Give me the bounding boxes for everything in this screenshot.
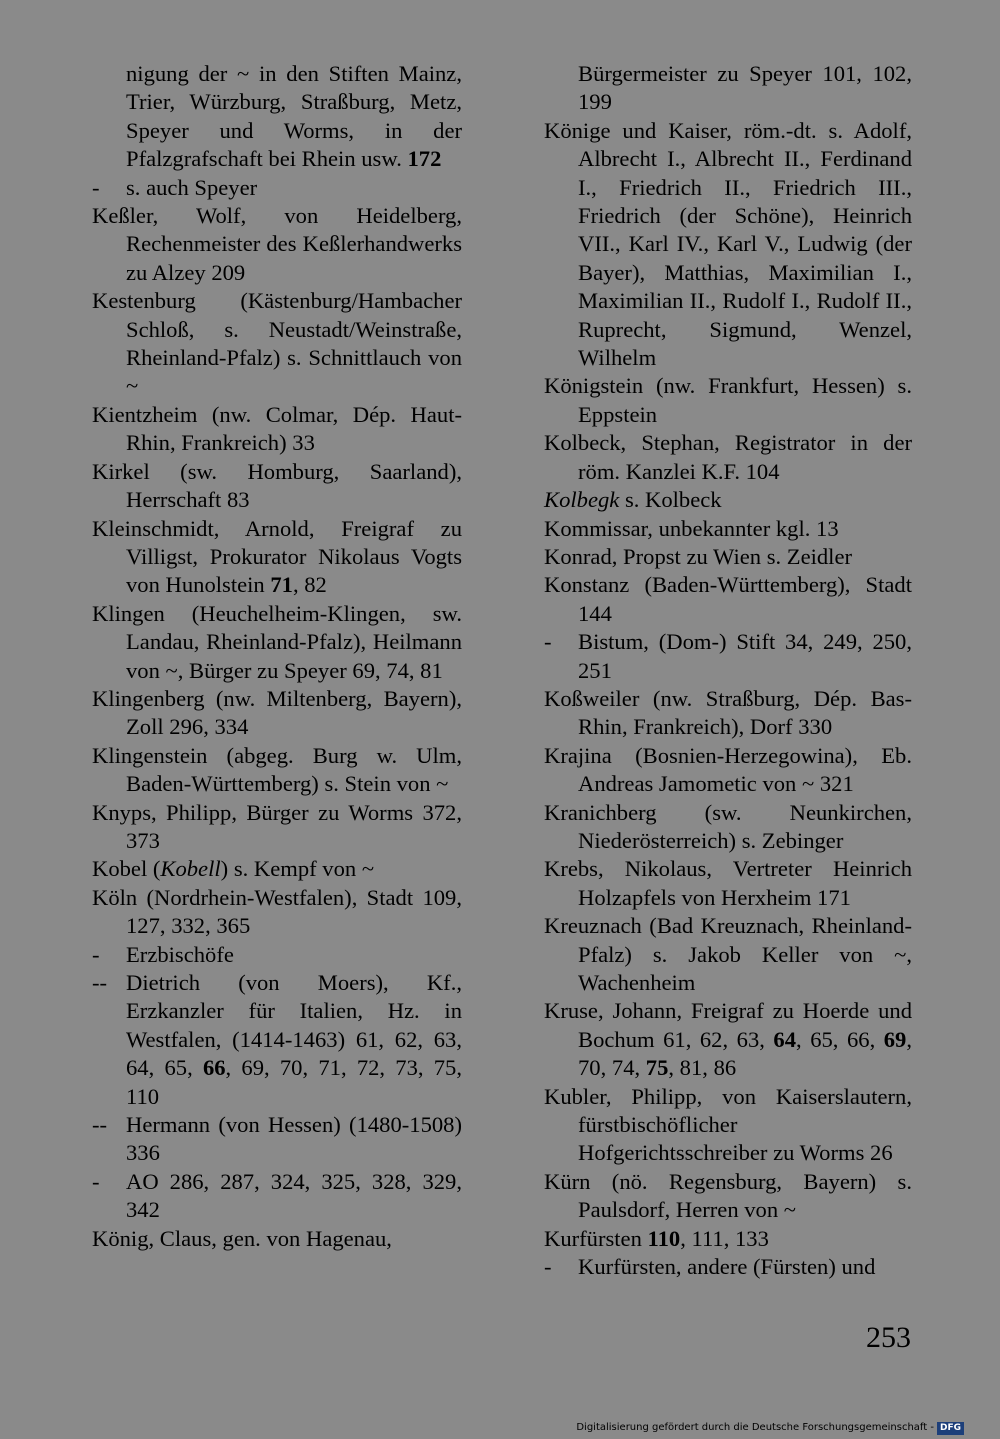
entry-text: Kruse, Johann, Freigraf zu Hoerde und Bochum 61, 62, 63, [544, 998, 912, 1052]
entry-text-italic: Kolbegk [544, 487, 620, 513]
page-ref-bold: 110 [647, 1225, 681, 1251]
footer [576, 1421, 964, 1435]
entry-text: Bürgermeister zu Speyer 101, 102, 199 [578, 61, 912, 115]
index-entry [92, 742, 462, 799]
entry-text: Königstein (nw. Frankfurt, Hessen) s. Eppstein [544, 373, 912, 427]
entry-dash: - [92, 1168, 100, 1194]
page-ref-bold: 172 [407, 146, 442, 172]
entry-text: Krajina (Bosnien-Herzegowina), Eb. Andreas Jamometic von ~ 321 [544, 742, 912, 797]
index-entry [92, 401, 462, 458]
index-entry [544, 515, 912, 543]
entry-text: s. Kolbeck [619, 487, 722, 513]
index-entry [544, 486, 912, 514]
entry-text: Erzbischöfe [126, 941, 234, 967]
index-subentry [92, 1111, 462, 1168]
entry-text: s. auch Speyer [126, 174, 258, 200]
entry-dash: - [544, 1254, 552, 1280]
index-entry [92, 600, 462, 685]
entry-text: Kürn (nö. Regensburg, Bayern) s. Paulsdorf, Herren von ~ [544, 1168, 912, 1223]
entry-text: Kommissar, unbekannter kgl. 13 [544, 515, 839, 541]
entry-text: Klingen (Heuchelheim-Klingen, sw. Landau, Rheinland-Pfalz), Heilmann von ~, Bürger zu Speyer 69, 74, 81 [92, 600, 462, 683]
index-entry [92, 458, 462, 515]
entry-text: Hermann (von Hessen) (1480-1508) 336 [126, 1112, 462, 1166]
entry-dash: -- [92, 970, 108, 995]
entry-dash: - [92, 174, 100, 200]
entry-text: Kientzheim (nw. Colmar, Dép. Haut-Rhin, Frankreich) 33 [92, 401, 462, 456]
page-ref-bold: 71 [270, 572, 293, 598]
index-entry [92, 685, 462, 742]
page-ref-bold: 64 [773, 1026, 797, 1052]
entry-text: Kleinschmidt, Arnold, Freigraf zu Villigst, Prokurator Nikolaus Vogts von Hunolstein [92, 515, 462, 598]
entry-text: Kobel ( [92, 856, 161, 882]
dfg-logo: DFG [937, 1422, 964, 1435]
entry-text: Kolbeck, Stephan, Registrator in der röm. Kanzlei K.F. 104 [544, 430, 912, 484]
entry-text: , 69, 70, 71, 72, 73, 75, 110 [126, 1055, 462, 1109]
entry-text: Knyps, Philipp, Bürger zu Worms 372, 373 [92, 799, 462, 853]
index-entry [544, 429, 912, 486]
entry-text: Kirkel (sw. Homburg, Saarland), Herrschaft 83 [92, 458, 462, 513]
index-entry [92, 799, 462, 856]
entry-text: Konrad, Propst zu Wien s. Zeidler [544, 543, 853, 569]
entry-text: nigung der ~ in den Stiften Mainz, Trier, Würzburg, Straßburg, Metz, Speyer und Worms, in der Pfalzgrafschaft bei Rhein usw. [126, 61, 462, 172]
index-entry [544, 60, 912, 117]
index-entry [544, 543, 912, 571]
index-entry [92, 884, 462, 941]
index-entry [544, 117, 912, 373]
footer-text: Digitalisierung gefördert durch die Deutsche Forschungsgemeinschaft - [576, 1422, 934, 1433]
index-column-left [92, 60, 462, 1253]
index-entry [544, 997, 912, 1082]
entry-text: Köln (Nordrhein-Westfalen), Stadt 109, 127, 332, 365 [92, 884, 462, 939]
index-subentry [92, 941, 462, 969]
index-entry [544, 685, 912, 742]
entry-text: AO 286, 287, 324, 325, 328, 329, 342 [126, 1168, 462, 1223]
index-entry [92, 202, 462, 287]
index-entry [92, 287, 462, 401]
index-entry [92, 60, 462, 174]
entry-text: König, Claus, gen. von Hagenau, [92, 1225, 392, 1251]
entry-text: , 82 [292, 572, 327, 598]
index-entry [544, 855, 912, 912]
index-subentry [92, 174, 462, 202]
index-entry [544, 1083, 912, 1168]
page-ref-bold: 75 [645, 1055, 669, 1081]
index-entry [92, 515, 462, 600]
entry-text: Kubler, Philipp, von Kaiserslautern, fürstbischöflicher Hofgerichtsschreiber zu Worms 26 [544, 1083, 912, 1166]
index-column-right [544, 60, 912, 1281]
entry-text: Kranichberg (sw. Neunkirchen, Niederösterreich) s. Zebinger [544, 799, 912, 853]
entry-text: Klingenstein (abgeg. Burg w. Ulm, Baden-Württemberg) s. Stein von ~ [92, 742, 462, 797]
entry-text: Konstanz (Baden-Württemberg), Stadt 144 [544, 572, 912, 626]
entry-text: Kreuznach (Bad Kreuznach, Rheinland-Pfalz) s. Jakob Keller von ~, Wachenheim [544, 913, 912, 995]
entry-dash: - [92, 941, 100, 967]
entry-text: Kurfürsten [544, 1225, 648, 1251]
entry-text: Dietrich (von Moers), Kf., Erzkanzler für Italien, Hz. in Westfalen, (1414-1463) 61, 62, 63, 64, 65, [126, 970, 462, 1081]
page-ref-bold: 69 [883, 1026, 907, 1052]
entry-text: , 111, 133 [680, 1225, 769, 1251]
entry-text-italic: Kobell [160, 856, 221, 882]
entry-text: Koßweiler (nw. Straßburg, Dép. Bas-Rhin, Frankreich), Dorf 330 [544, 685, 912, 740]
index-entry [544, 571, 912, 628]
index-entry [544, 1168, 912, 1225]
index-subentry [92, 1168, 462, 1225]
index-subentry [544, 1253, 912, 1281]
entry-dash: -- [92, 1112, 108, 1138]
index-subentry [92, 969, 462, 1111]
entry-text: Könige und Kaiser, röm.-dt. s. Adolf, Albrecht I., Albrecht II., Ferdinand I., Friedrich II., Friedrich III., Friedrich (der Schöne), Heinrich VII., Karl IV., Karl V., Ludwig (der Bayer), Matthias, Maximilian I., Maximilian II., Rudolf I., Rudolf II., Ruprecht, Sigmund, Wenzel, Wilhelm [544, 117, 912, 371]
entry-text: , 65, 66, [796, 1026, 884, 1052]
entry-text: , 81, 86 [668, 1055, 737, 1081]
entry-text: Bistum, (Dom-) Stift 34, 249, 250, 251 [578, 629, 912, 683]
entry-text: Klingenberg (nw. Miltenberg, Bayern), Zoll 296, 334 [92, 685, 462, 740]
entry-dash: - [544, 629, 552, 655]
index-entry [544, 799, 912, 856]
index-entry [544, 912, 912, 997]
index-entry [92, 1225, 462, 1253]
entry-text: Krebs, Nikolaus, Vertreter Heinrich Holzapfels von Herxheim 171 [544, 856, 912, 910]
index-subentry [544, 628, 912, 685]
page-number: 253 [866, 1321, 911, 1354]
entry-text: , 70, 74, [578, 1026, 912, 1081]
index-entry [544, 372, 912, 429]
page-ref-bold: 66 [202, 1055, 226, 1081]
entry-text: Kestenburg (Kästenburg/Hambacher Schloß, s. Neustadt/Weinstraße, Rheinland-Pfalz) s. Schnittlauch von ~ [92, 288, 462, 399]
index-entry [544, 742, 912, 799]
index-entry [544, 1225, 912, 1253]
entry-text: ) s. Kempf von ~ [220, 856, 375, 882]
entry-text: Kurfürsten, andere (Fürsten) und [578, 1254, 876, 1280]
index-entry [92, 855, 462, 883]
entry-text: Keßler, Wolf, von Heidelberg, Rechenmeister des Keßlerhandwerks zu Alzey 209 [92, 203, 462, 285]
